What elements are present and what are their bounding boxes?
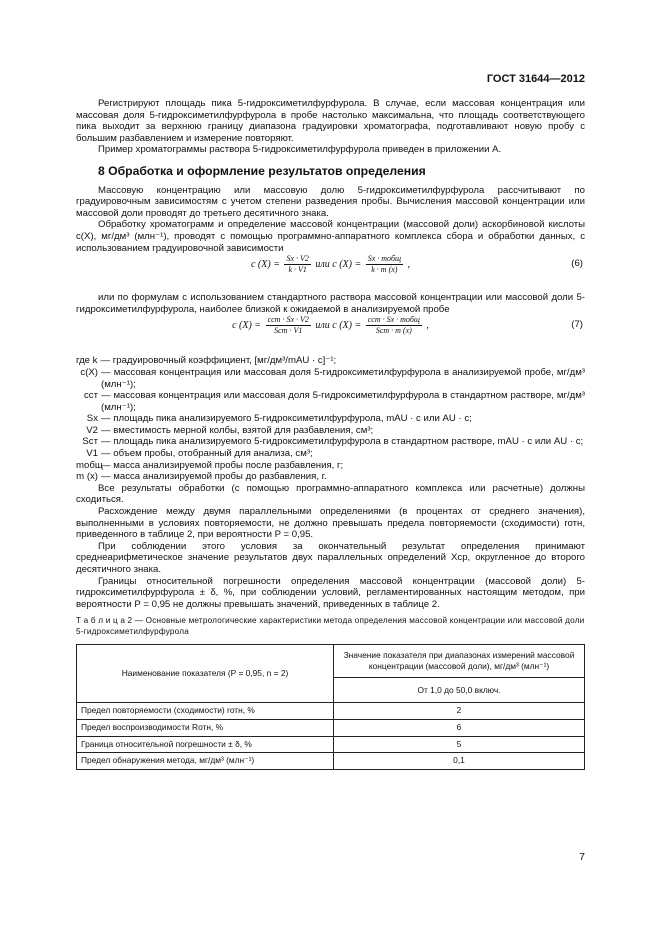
definition: — массовая концентрация или массовая доля 5-гидроксиметилфурфурола в стандартном растворе, мг/дм³ (млн⁻¹); — [101, 390, 585, 413]
table-header-right: Значение показателя при диапазонах измерений массовой концентрации (массовой доли), мг/дм³ (млн⁻¹) — [334, 645, 585, 678]
table-header-left: Наименование показателя (P = 0,95, n = 2) — [77, 645, 334, 703]
definition-row — [76, 460, 585, 472]
symbol: mобщ — [76, 459, 103, 471]
denominator: Sст · V1 — [274, 326, 303, 336]
table-row — [77, 703, 585, 720]
formula-6 — [76, 254, 585, 292]
numerator: Sx · V2 — [286, 254, 309, 264]
definition-row — [76, 413, 585, 425]
definition: — площадь пика анализируемого 5-гидроксиметилфурфурола в стандартном растворе, mAU · с или AU · с; — [101, 436, 584, 448]
paragraph: Все результаты обработки (с помощью программно-аппаратного комплекса или расчетные) должны сходиться. — [76, 482, 585, 506]
denominator: k · m (x) — [371, 265, 398, 275]
definition: — вместимость мерной колбы, взятой для разбавления, см³; — [101, 424, 374, 436]
formula-7 — [76, 315, 585, 353]
table-cell: 5 — [334, 736, 585, 753]
symbol: cст — [84, 390, 98, 402]
table-cell: 2 — [334, 703, 585, 720]
definition-row — [76, 425, 585, 437]
paragraph: Массовую концентрацию или массовую долю 5-гидроксиметилфурфурола рассчитывают по градуировочным зависимостям с учетом степени разведения пробы. Вычисления массовой концентрации или массовой доли проводят до третьего десятичного знака. — [76, 184, 585, 219]
table-header-range: От 1,0 до 50,0 включ. — [334, 678, 585, 703]
symbol: c(X) — [80, 366, 98, 378]
definition: — масса анализируемой пробы до разбавления, г. — [101, 471, 327, 483]
table-row — [77, 753, 585, 770]
table-row — [77, 736, 585, 753]
symbol: где k — [76, 355, 98, 367]
definition-row — [76, 436, 585, 448]
paragraph: Регистрируют площадь пика 5-гидроксиметилфурфурола. В случае, если массовая концентрация или массовая доля 5-гидроксиметилфурфурола в пробе настолько максимальна, что площадь соответствующего пика выходит за верхнюю границу диапазона градуировки хроматографа, подготавливают новую пробу с большим разбавлением и измерение повторяют. — [76, 98, 585, 144]
section-heading: 8 Обработка и оформление результатов определения — [98, 163, 426, 178]
numerator: cст · Sx · mобщ — [367, 315, 420, 325]
formula-number: (6) — [571, 258, 583, 270]
fraction — [366, 315, 422, 336]
definition-row — [76, 355, 585, 367]
formula-or: или c (X) = — [315, 320, 362, 332]
fraction — [366, 254, 403, 275]
symbol: V1 — [86, 448, 98, 460]
definition-row — [76, 367, 585, 390]
paragraph: Пример хроматограммы раствора 5-гидроксиметилфурфурола приведен в приложении А. — [98, 144, 502, 156]
paragraph: Расхождение между двумя параллельными определениями (в процентах от среднего значения), выполненными в условиях повторяемости, не должно превышать предела повторяемости (сходимости) rотн, приведенного в таблице 2, при вероятности P = 0,95. — [76, 506, 585, 541]
formula-lhs: c (X) = — [232, 320, 262, 332]
definition: — масса анализируемой пробы после разбавления, г; — [101, 459, 344, 471]
symbol-definitions — [76, 355, 585, 483]
table-header-row — [77, 645, 585, 678]
paragraph: Границы относительной погрешности определения массовой концентрации (массовой доли) 5-гидроксиметилфурфурола ± δ, %, при соблюдении условий, регламентированных настоящим методом, при вероятности P = 0,95 не должны превышать значений, приведенных в таблице 2. — [76, 575, 585, 610]
paragraph: или по формулам с использованием стандартного раствора массовой концентрации или массовой доли 5-гидроксиметилфурфурола, наиболее близкой к ожидаемой в анализируемой пробе — [76, 292, 585, 315]
table-caption: Т а б л и ц а 2 — Основные метрологические характеристики метода определения массовой концентрации или массовой доли 5-гидроксиметилфурфурола — [76, 616, 585, 637]
denominator: k · V1 — [288, 265, 307, 275]
definition: — площадь пика анализируемого 5-гидроксиметилфурфурола, mAU · с или AU · с; — [101, 413, 472, 425]
formula-tail: , — [426, 320, 429, 332]
standard-header: ГОСТ 31644—2012 — [486, 73, 585, 85]
formula-or: или c (X) = — [315, 258, 362, 270]
symbol: V2 — [86, 424, 98, 436]
fraction — [284, 254, 310, 275]
definition: — объем пробы, отобранный для анализа, см³; — [101, 448, 313, 460]
table-cell: 6 — [334, 719, 585, 736]
definition-row — [76, 448, 585, 460]
document-body — [76, 98, 585, 770]
table-cell: Предел обнаружения метода, мг/дм³ (млн⁻¹) — [77, 753, 334, 770]
definition-row — [76, 390, 585, 413]
definition: — градуировочный коэффициент, [мг/дм³/mAU · с]⁻¹; — [100, 355, 337, 367]
table-cell: Предел воспроизводимости Rотн, % — [77, 719, 334, 736]
table-cell: 0,1 — [334, 753, 585, 770]
formula-number: (7) — [571, 319, 583, 331]
table-cell: Предел повторяемости (сходимости) rотн, % — [77, 703, 334, 720]
formula-lhs: c (X) = — [250, 258, 280, 270]
formula-tail: , — [407, 258, 411, 270]
numerator: Sx · mобщ — [367, 254, 402, 264]
paragraph: При соблюдении этого условия за окончательный результат определения принимают среднеарифметическое значение результатов двух параллельных определений Xср, округленное до второго десятичного знака. — [76, 540, 585, 575]
numerator: cст · Sx · V2 — [267, 315, 309, 325]
symbol: Sст — [82, 436, 98, 448]
metrology-table — [76, 644, 585, 769]
paragraph: Обработку хроматограмм и определение массовой концентрации (массовой доли) аскорбиновой кислоты c(X), мг/дм³ (млн⁻¹), проводят с помощью программно-аппаратного комплекса сбора и обработки данных, с использованием градуировочной зависимости — [76, 219, 585, 254]
page-number: 7 — [579, 851, 585, 863]
symbol: Sx — [86, 413, 98, 425]
fraction — [266, 315, 311, 336]
table-cell: Граница относительной погрешности ± δ, % — [77, 736, 334, 753]
symbol: m (x) — [76, 471, 98, 483]
definition-row — [76, 471, 585, 483]
denominator: Sст · m (x) — [375, 326, 412, 336]
definition: — массовая концентрация или массовая доля 5-гидроксиметилфурфурола в анализируемой пробе, мг/дм³ (млн⁻¹); — [101, 366, 585, 390]
table-row — [77, 719, 585, 736]
